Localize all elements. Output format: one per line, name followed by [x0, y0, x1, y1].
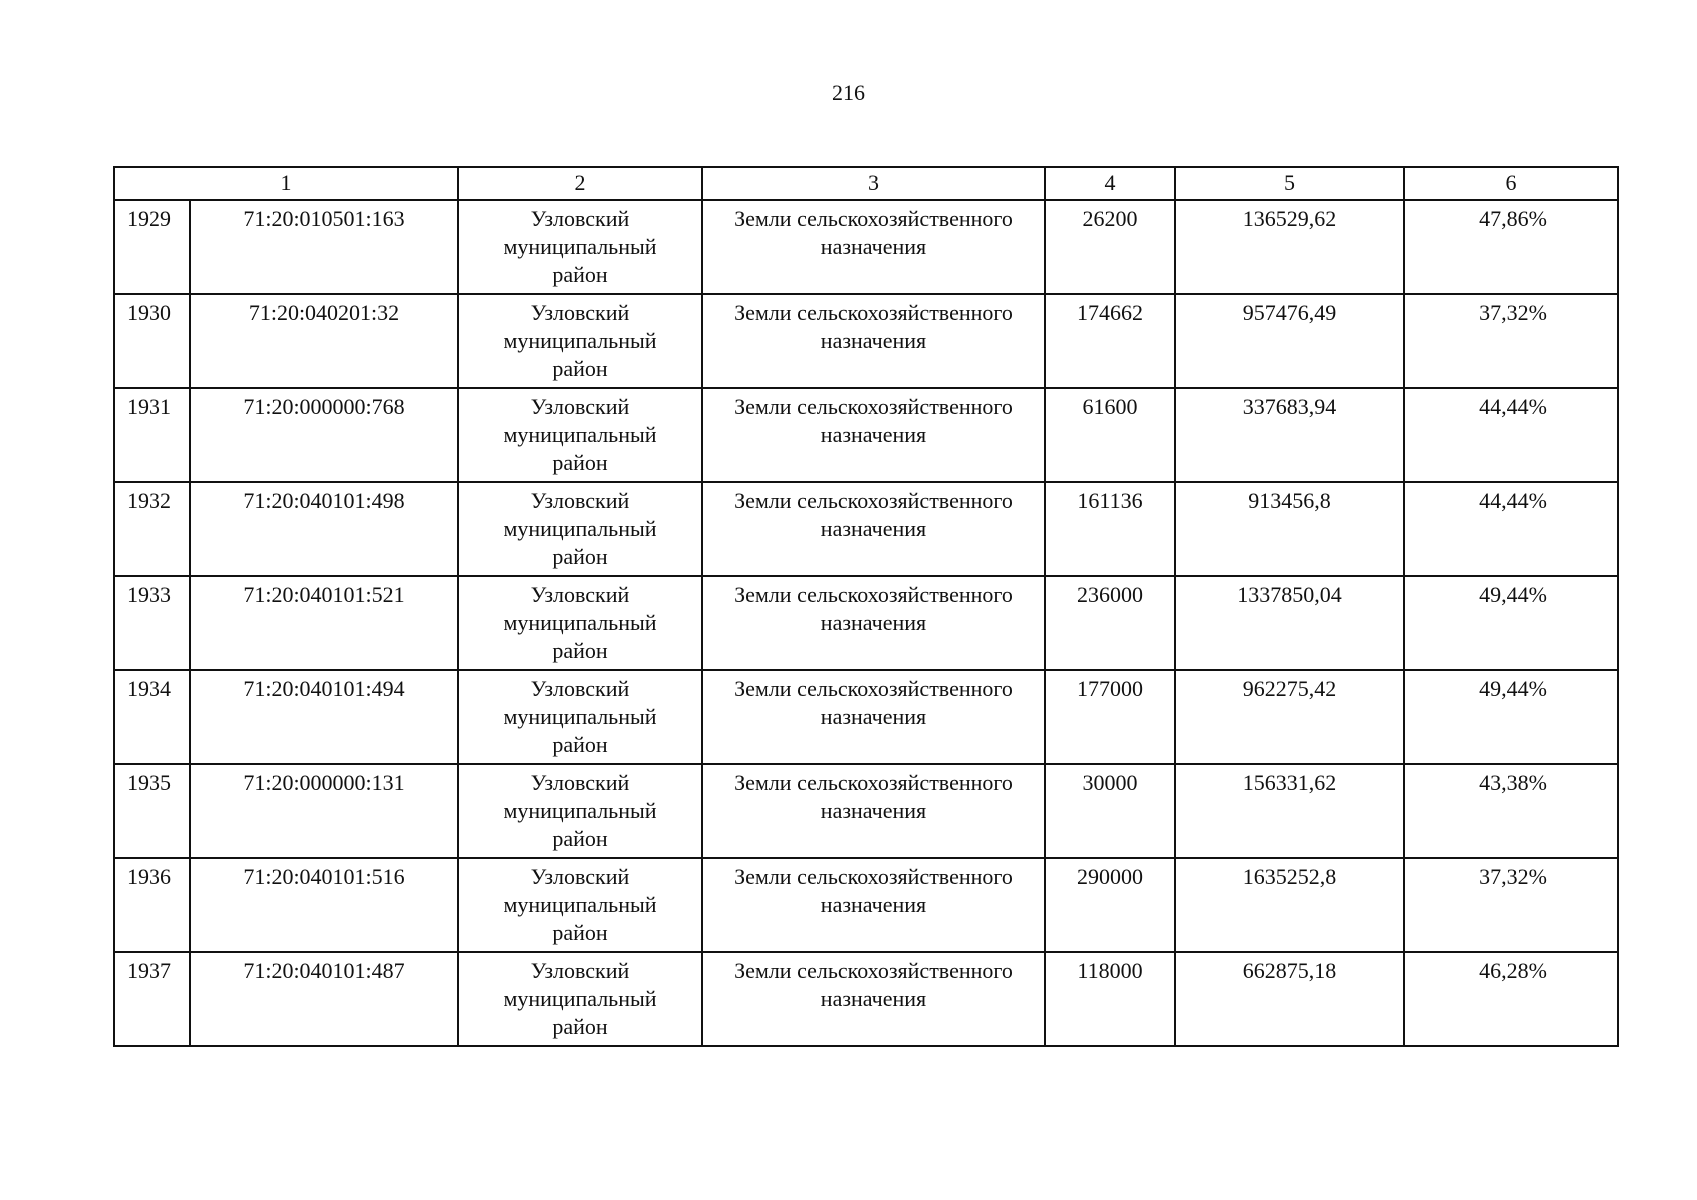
land-category-cell — [702, 482, 1045, 576]
row-number-cell: 1935 — [114, 764, 190, 858]
value-cell: 962275,42 — [1175, 670, 1404, 764]
cadastral-number-cell: 71:20:010501:163 — [190, 200, 458, 294]
cadastral-number-cell: 71:20:000000:768 — [190, 388, 458, 482]
header-cell-4: 4 — [1045, 167, 1175, 200]
cadastral-number-cell: 71:20:040101:521 — [190, 576, 458, 670]
row-number-cell: 1930 — [114, 294, 190, 388]
page-number: 216 — [832, 80, 865, 105]
district-cell — [458, 200, 702, 294]
row-number-cell: 1933 — [114, 576, 190, 670]
district-cell-line: район — [552, 450, 608, 475]
district-cell-line: Узловский — [530, 300, 630, 325]
row-number-cell: 1937 — [114, 952, 190, 1046]
land-category-cell-line: назначения — [820, 798, 927, 823]
header-row — [114, 167, 1618, 200]
land-category-cell — [702, 858, 1045, 952]
area-cell: 61600 — [1045, 388, 1175, 482]
value-cell: 957476,49 — [1175, 294, 1404, 388]
row-number-cell: 1936 — [114, 858, 190, 952]
cadastral-number-cell: 71:20:040101:494 — [190, 670, 458, 764]
value-cell: 337683,94 — [1175, 388, 1404, 482]
district-cell-line: район — [552, 544, 608, 569]
land-category-cell-line: назначения — [820, 422, 927, 447]
area-cell: 161136 — [1045, 482, 1175, 576]
percent-cell: 44,44% — [1404, 482, 1618, 576]
land-category-cell — [702, 952, 1045, 1046]
land-category-cell — [702, 670, 1045, 764]
header-cell-3: 3 — [702, 167, 1045, 200]
land-category-cell — [702, 388, 1045, 482]
district-cell-line: муниципальный — [503, 422, 657, 447]
district-cell-line: муниципальный — [503, 328, 657, 353]
cadastral-number-cell: 71:20:040101:516 — [190, 858, 458, 952]
land-category-cell-line: назначения — [820, 704, 927, 729]
area-cell: 118000 — [1045, 952, 1175, 1046]
district-cell — [458, 294, 702, 388]
area-cell: 30000 — [1045, 764, 1175, 858]
table-row — [114, 482, 1618, 576]
district-cell-line: Узловский — [530, 488, 630, 513]
percent-cell: 49,44% — [1404, 670, 1618, 764]
district-cell-line: район — [552, 356, 608, 381]
district-cell-line: район — [552, 732, 608, 757]
district-cell-line: муниципальный — [503, 892, 657, 917]
table-row — [114, 388, 1618, 482]
district-cell-line: муниципальный — [503, 986, 657, 1011]
district-cell-line: район — [552, 920, 608, 945]
header-cell-5: 5 — [1175, 167, 1404, 200]
land-category-cell-line: назначения — [820, 234, 927, 259]
table-row — [114, 764, 1618, 858]
district-cell-line: муниципальный — [503, 798, 657, 823]
land-category-cell-line: Земли сельскохозяйственного — [734, 770, 1013, 795]
cadastral-number-cell: 71:20:040101:498 — [190, 482, 458, 576]
percent-cell: 37,32% — [1404, 858, 1618, 952]
value-cell: 1635252,8 — [1175, 858, 1404, 952]
land-category-cell — [702, 576, 1045, 670]
district-cell-line: Узловский — [530, 206, 630, 231]
area-cell: 236000 — [1045, 576, 1175, 670]
district-cell-line: район — [552, 638, 608, 663]
district-cell — [458, 388, 702, 482]
district-cell — [458, 670, 702, 764]
percent-cell: 49,44% — [1404, 576, 1618, 670]
district-cell-line: муниципальный — [503, 704, 657, 729]
district-cell-line: район — [552, 262, 608, 287]
value-cell: 136529,62 — [1175, 200, 1404, 294]
table-row — [114, 576, 1618, 670]
land-category-cell-line: Земли сельскохозяйственного — [734, 394, 1013, 419]
land-category-cell — [702, 764, 1045, 858]
district-cell — [458, 482, 702, 576]
table-header — [114, 167, 1618, 200]
district-cell — [458, 952, 702, 1046]
cadastral-number-cell: 71:20:040101:487 — [190, 952, 458, 1046]
area-cell: 174662 — [1045, 294, 1175, 388]
land-category-cell-line: назначения — [820, 986, 927, 1011]
land-plots-table — [113, 166, 1619, 1047]
header-cell-6: 6 — [1404, 167, 1618, 200]
district-cell-line: Узловский — [530, 676, 630, 701]
percent-cell: 44,44% — [1404, 388, 1618, 482]
percent-cell: 37,32% — [1404, 294, 1618, 388]
cadastral-number-cell: 71:20:000000:131 — [190, 764, 458, 858]
land-category-cell-line: Земли сельскохозяйственного — [734, 676, 1013, 701]
land-category-cell-line: назначения — [820, 328, 927, 353]
table-row — [114, 200, 1618, 294]
land-category-cell-line: Земли сельскохозяйственного — [734, 300, 1013, 325]
row-number-cell: 1932 — [114, 482, 190, 576]
land-category-cell-line: Земли сельскохозяйственного — [734, 206, 1013, 231]
land-category-cell-line: Земли сельскохозяйственного — [734, 864, 1013, 889]
percent-cell: 43,38% — [1404, 764, 1618, 858]
land-category-cell-line: назначения — [820, 610, 927, 635]
table-row — [114, 858, 1618, 952]
land-category-cell-line: Земли сельскохозяйственного — [734, 488, 1013, 513]
table-row — [114, 670, 1618, 764]
value-cell: 156331,62 — [1175, 764, 1404, 858]
percent-cell: 46,28% — [1404, 952, 1618, 1046]
land-category-cell-line: Земли сельскохозяйственного — [734, 582, 1013, 607]
district-cell-line: Узловский — [530, 582, 630, 607]
row-number-cell: 1931 — [114, 388, 190, 482]
district-cell — [458, 576, 702, 670]
land-category-cell-line: назначения — [820, 516, 927, 541]
district-cell-line: район — [552, 826, 608, 851]
row-number-cell: 1934 — [114, 670, 190, 764]
district-cell-line: Узловский — [530, 394, 630, 419]
district-cell-line: муниципальный — [503, 234, 657, 259]
district-cell — [458, 858, 702, 952]
table-row — [114, 952, 1618, 1046]
table-row — [114, 294, 1618, 388]
row-number-cell: 1929 — [114, 200, 190, 294]
percent-cell: 47,86% — [1404, 200, 1618, 294]
district-cell-line: Узловский — [530, 864, 630, 889]
land-category-cell-line: Земли сельскохозяйственного — [734, 958, 1013, 983]
land-category-cell — [702, 294, 1045, 388]
value-cell: 913456,8 — [1175, 482, 1404, 576]
header-cell-2: 2 — [458, 167, 702, 200]
district-cell-line: Узловский — [530, 770, 630, 795]
district-cell — [458, 764, 702, 858]
table-body — [114, 200, 1618, 1046]
value-cell: 662875,18 — [1175, 952, 1404, 1046]
district-cell-line: Узловский — [530, 958, 630, 983]
land-category-cell — [702, 200, 1045, 294]
area-cell: 177000 — [1045, 670, 1175, 764]
land-category-cell-line: назначения — [820, 892, 927, 917]
district-cell-line: район — [552, 1014, 608, 1039]
cadastral-number-cell: 71:20:040201:32 — [190, 294, 458, 388]
area-cell: 26200 — [1045, 200, 1175, 294]
value-cell: 1337850,04 — [1175, 576, 1404, 670]
district-cell-line: муниципальный — [503, 610, 657, 635]
district-cell-line: муниципальный — [503, 516, 657, 541]
area-cell: 290000 — [1045, 858, 1175, 952]
header-cell-1: 1 — [114, 167, 458, 200]
